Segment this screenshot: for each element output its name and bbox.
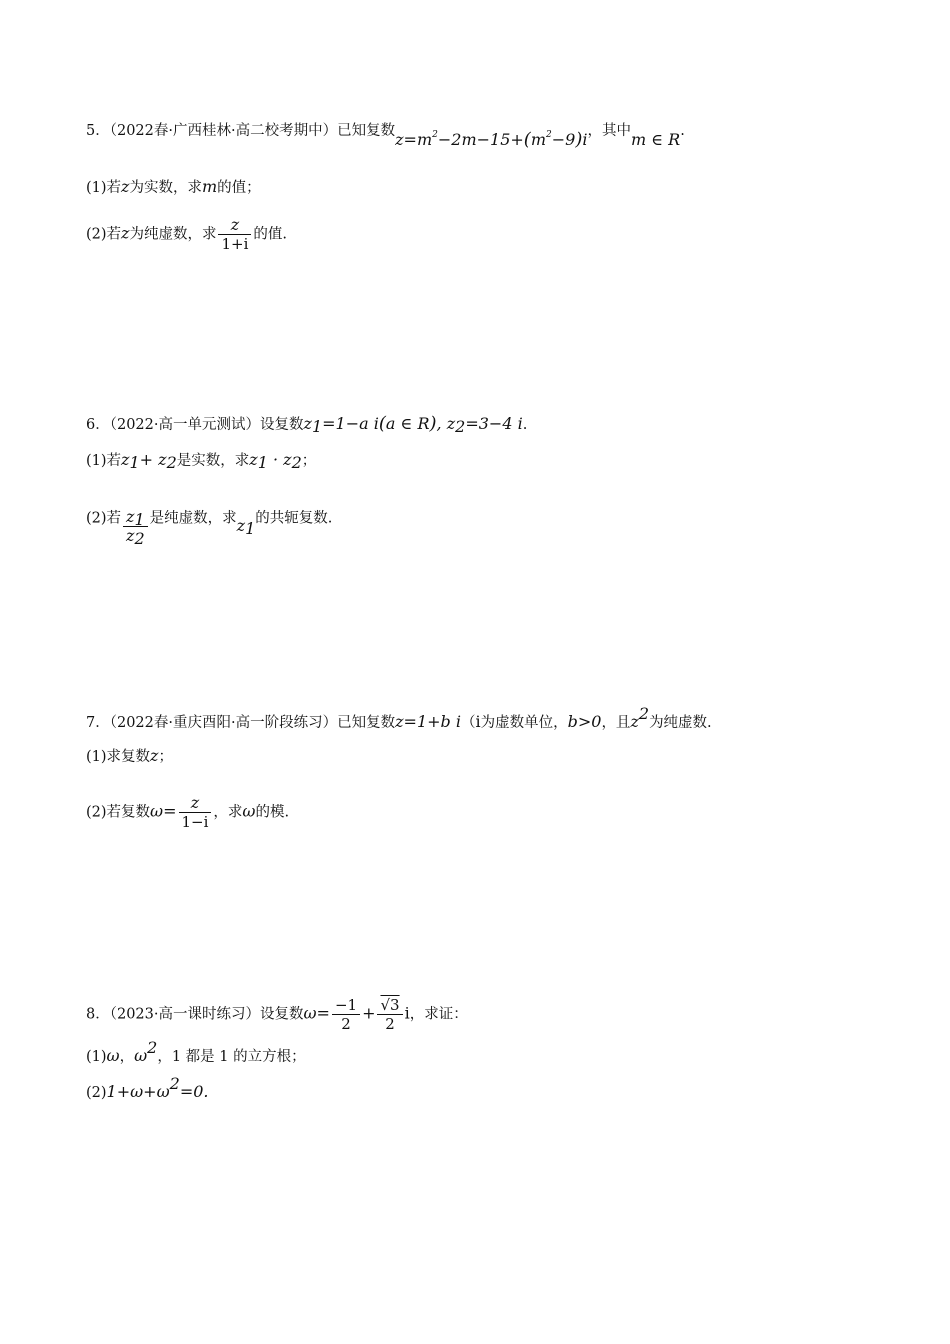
problem-source: （2022春·广西桂林·高二校考期中） (109, 123, 338, 139)
problem-8-part-1: (1)ω，$\omega^2$，1 都是 1 的立方根； (86, 1038, 306, 1065)
math-expression: z=1+b i (395, 712, 461, 731)
fraction: $\frac{√3}{2}$ (377, 996, 402, 1033)
problem-8-stem: 8．（2023·高一课时练习）设复数ω= $\frac{-1}{2}$ + $\frac{√3}{2}$ i，求证： (86, 996, 468, 1033)
problem-source: （2022春·重庆酉阳·高一阶段练习） (109, 715, 338, 731)
problem-7-part-2: (2)若复数ω= $\frac{z}{1-i}$ ，求ω的模. (86, 793, 290, 831)
problem-number: 7． (86, 715, 110, 731)
problem-6-part-2: (2)若 $\frac{z_1}{z_2}$ 是纯虚数，求$z_1$的共轭复数. (86, 507, 333, 548)
problem-6-stem: 6．（2022·高一单元测试）设复数$z_1=1-a$ i(a ∈ R), $z_2=3-4$ i. (86, 413, 528, 436)
condition: m ∈ R (630, 130, 681, 149)
problem-source: （2022·高一单元测试） (109, 417, 260, 433)
problem-6-part-1: (1)若$z_1+ z_2$是实数，求$z_1 \cdot z_2$； (86, 450, 317, 472)
problem-source: （2023·高一课时练习） (109, 1006, 260, 1023)
problem-7-part-1: (1)求复数z； (86, 746, 173, 765)
problem-5-stem: 5．（2022春·广西桂林·高二校考期中）已知复数$z=m^2-2m-15+(m^2-9)i$，其中m ∈ R. (86, 123, 685, 150)
problem-number: 5． (86, 123, 110, 139)
math-expression: $z=m^2-2m-15+(m^2-9)i$ (395, 129, 588, 150)
problem-8-part-2: $(2)1+\omega+\omega^2=0$. (86, 1074, 209, 1101)
math-expression: $z_1=1-a$ i(a ∈ R), $z_2=3-4$ i (303, 413, 523, 436)
fraction: $\frac{z_1}{z_2}$ (123, 508, 148, 545)
problem-number: 8． (86, 1006, 110, 1023)
fraction: $\frac{z}{1-i}$ (179, 794, 212, 831)
problem-7-stem: 7．（2022春·重庆酉阳·高一阶段练习）已知复数z=1+b i（i为虚数单位，b>0，且$z^2$为纯虚数. (86, 704, 712, 731)
fraction: $\frac{z}{1+i}$ (218, 216, 251, 253)
problem-5-part-1: (1)若z为实数，求m的值； (86, 177, 261, 196)
problem-5-part-2: (2)若z为纯虚数，求 $\frac{z}{1+i}$ 的值. (86, 215, 288, 253)
problem-number: 6． (86, 417, 110, 433)
fraction: $\frac{-1}{2}$ (332, 996, 360, 1033)
